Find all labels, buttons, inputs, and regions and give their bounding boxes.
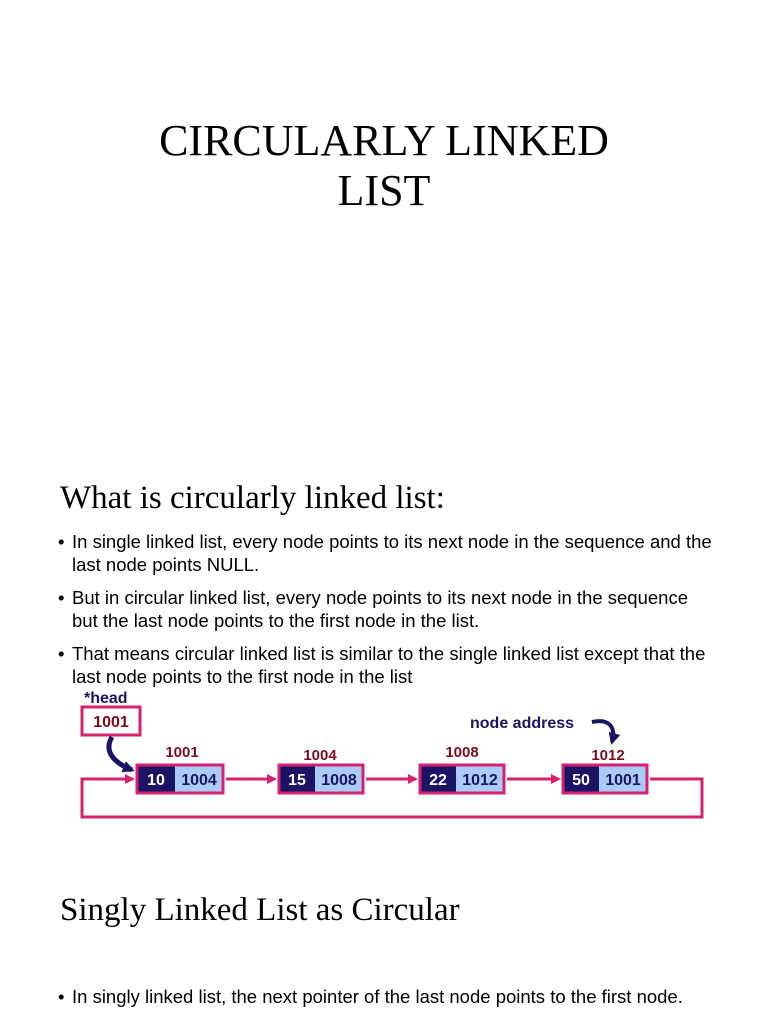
node-next: 1012 [462,772,498,789]
bullet-item: • That means circular linked list is similar to the single linked list except that the last node points to the first node in the list [58,642,718,688]
node-data: 15 [288,772,306,789]
node-next: 1008 [321,772,357,789]
head-label: *head [84,690,128,707]
node-next: 1004 [181,772,217,789]
node-address: 1008 [445,744,479,761]
circular-linked-list-diagram [0,686,768,826]
node-address: 1001 [165,744,199,761]
head-value: 1001 [93,714,129,731]
bullet-item: • In singly linked list, the next pointer of the last node points to the first node. [58,985,718,1008]
node-address-arrow [592,721,613,742]
slide-title-line1: CIRCULARLY LINKED [159,116,609,165]
slide-title-line2: LIST [337,166,431,215]
head-pointer-arrow [109,737,132,770]
bullet-item: • But in circular linked list, every node points to its next node in the sequence but the last node points to the first node in the list. [58,586,718,632]
section-heading-singly-circular: Singly Linked List as Circular [60,892,460,928]
slide-title [0,116,768,216]
bullet-item: • In single linked list, every node points to its next node in the sequence and the last node points NULL. [58,530,718,576]
bullet-list-singly-circular [58,985,718,1018]
section-heading-what-is: What is circularly linked list: [60,480,445,516]
node-next: 1001 [605,772,641,789]
bullet-list-definition [58,530,718,698]
node-address: 1012 [591,747,625,764]
node-data: 22 [429,772,447,789]
node-address-label: node address [470,715,575,732]
node-address: 1004 [303,747,337,764]
node-data: 10 [147,772,165,789]
node-data: 50 [572,772,590,789]
